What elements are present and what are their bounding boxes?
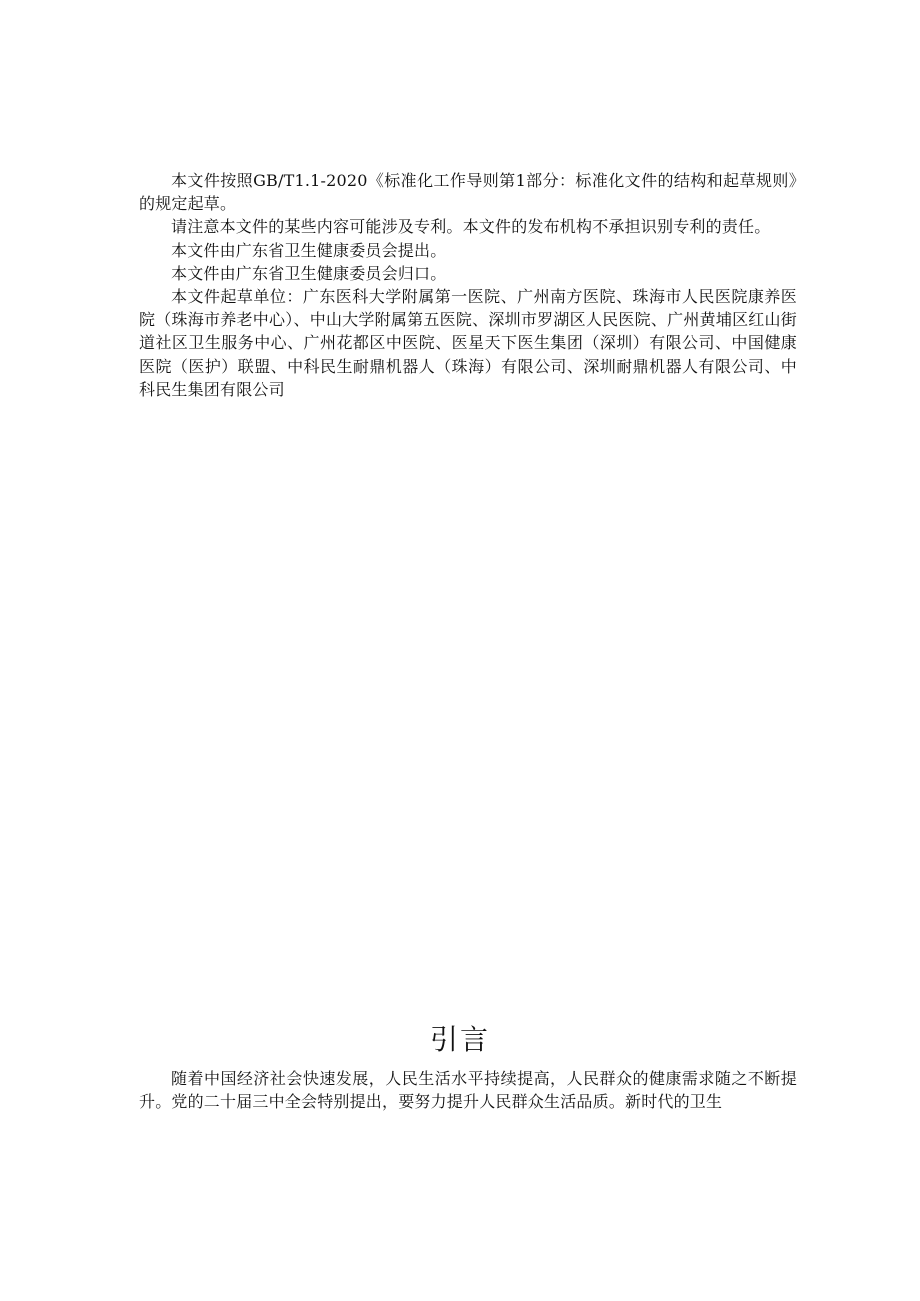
foreword-paragraph-patent-notice: 请注意本文件的某些内容可能涉及专利。本文件的发布机构不承担识别专利的责任。 [171,217,771,237]
introduction-section [139,1067,797,1113]
foreword-paragraph-drafting-rules: 本文件按照GB/T1.1-2020《标准化工作导则第1部分：标准化文件的结构和起草规则》的规定起草。 [139,171,797,214]
foreword-paragraph-drafting-units: 本文件起草单位：广东医科大学附属第一医院、广州南方医院、珠海市人民医院康养医院（珠海市养老中心）、中山大学附属第五医院、深圳市罗湖区人民医院、广州黄埔区红山街道社区卫生服务中心、广州花都区中医院、医星天下医生集团（深圳）有限公司、中国健康医院（医护）联盟、中科民生耐鼎机器人（珠海）有限公司、深圳耐鼎机器人有限公司、中科民生集团有限公司 [139,287,797,399]
foreword-section [139,169,797,401]
foreword-paragraph-proposer: 本文件由广东省卫生健康委员会提出。 [171,240,447,260]
introduction-paragraph: 随着中国经济社会快速发展，人民生活水平持续提高，人民群众的健康需求随之不断提升。党的二十届三中全会特别提出，要努力提升人民群众生活品质。新时代的卫生 [139,1069,797,1112]
foreword-paragraph-centralized: 本文件由广东省卫生健康委员会归口。 [171,263,447,283]
introduction-title: 引言 [429,1023,490,1056]
